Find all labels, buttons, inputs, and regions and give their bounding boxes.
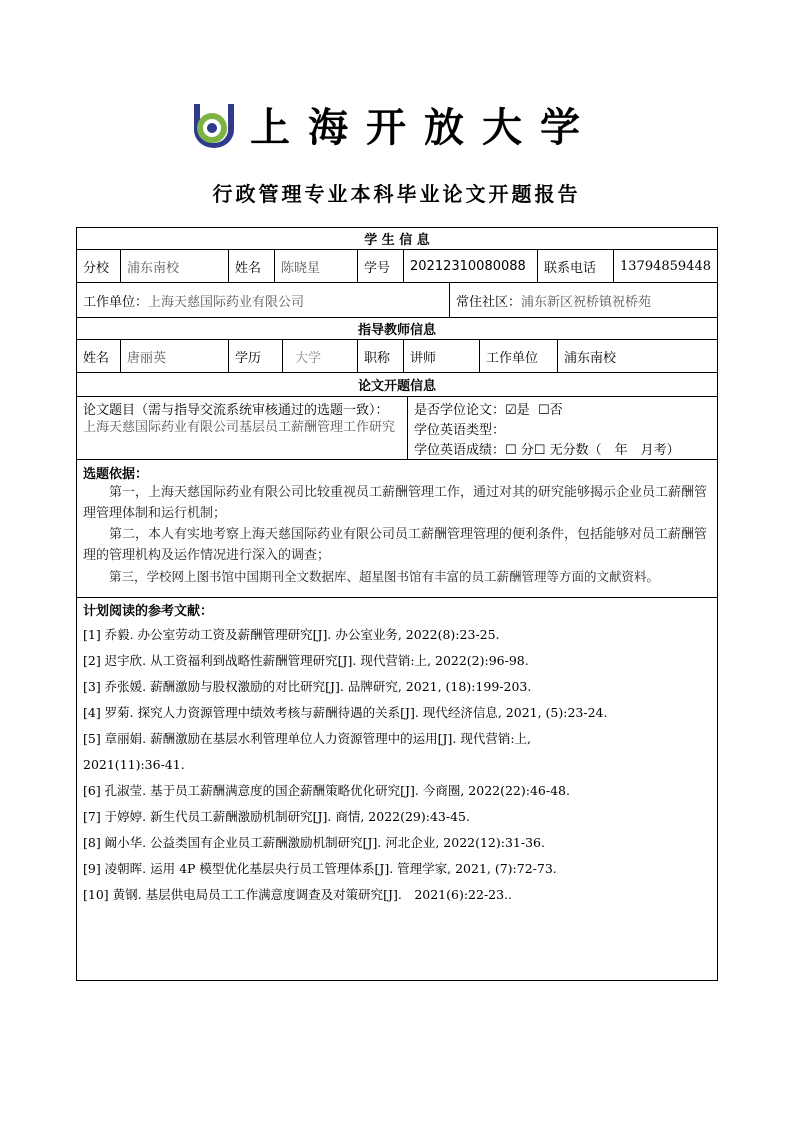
school-label: 分校 bbox=[77, 250, 121, 282]
degree-no-checkbox[interactable]: ☐否 bbox=[537, 403, 563, 418]
reference-item: [8] 阚小华. 公益类国有企业员工薪酬激励机制研究[J]. 河北企业, 2022(12):31-36. bbox=[83, 835, 545, 850]
phone-value: 13794859448 bbox=[620, 258, 711, 274]
university-logo-icon bbox=[188, 100, 240, 148]
reference-item: [9] 凌朝晖. 运用 4P 模型优化基层央行员工管理体系[J]. 管理学家, 2021, (7):72-73. bbox=[83, 861, 557, 876]
student-name: 陈晓星 bbox=[275, 250, 358, 282]
topic-label: 论文题目（需与指导交流系统审核通过的选题一致）： bbox=[83, 403, 389, 418]
id-label: 学号 bbox=[358, 250, 404, 282]
degree-label: 是否学位论文： bbox=[414, 403, 506, 418]
education-label: 学历 bbox=[229, 340, 283, 372]
basis-paragraph-3: 第三，学校网上图书馆中国期刊全文数据库、超星图书馆有丰富的员工薪酬管理等方面的文献资料。 bbox=[109, 569, 660, 584]
basis-row bbox=[77, 460, 717, 598]
community-cell bbox=[450, 283, 717, 317]
community-label: 常住社区： bbox=[456, 294, 522, 310]
reference-item: [6] 孔淑莹. 基于员工薪酬满意度的国企薪酬策略优化研究[J]. 今商圈, 2022(22):46-48. bbox=[83, 783, 570, 798]
references-list bbox=[83, 602, 711, 908]
degree-line bbox=[414, 399, 563, 418]
advisor-row bbox=[77, 340, 717, 373]
reference-item: [1] 乔毅. 办公室劳动工资及薪酬管理研究[J]. 办公室业务, 2022(8):23-25. bbox=[83, 627, 500, 642]
advisor-unit-value: 浦东南校 bbox=[564, 350, 617, 366]
reference-item: [7] 于婷婷. 新生代员工薪酬激励机制研究[J]. 商情, 2022(29):43-45. bbox=[83, 809, 470, 824]
reference-item: [3] 乔张媛. 薪酬激励与股权激励的对比研究[J]. 品牌研究, 2021, (18):199-203. bbox=[83, 679, 532, 694]
work-value: 上海天慈国际药业有限公司 bbox=[148, 294, 305, 310]
student-row bbox=[77, 250, 717, 283]
phone-label: 联系电话 bbox=[538, 250, 614, 282]
topic-value: 上海天慈国际药业有限公司基层员工薪酬管理工作研究 bbox=[83, 420, 396, 435]
degree-cell bbox=[408, 397, 717, 459]
work-cell bbox=[77, 283, 450, 317]
name-label: 姓名 bbox=[229, 250, 275, 282]
basis-label: 选题依据： bbox=[83, 467, 149, 482]
student-info-header: 学 生 信 息 bbox=[77, 228, 717, 250]
student-id: 20212310080088 bbox=[404, 250, 538, 282]
advisor-name: 唐丽英 bbox=[121, 340, 229, 372]
reference-item: [2] 迟宇欣. 从工资福利到战略性薪酬管理研究[J]. 现代营销:上, 2022(2):96-98. bbox=[83, 653, 529, 668]
school-value: 浦东南校 bbox=[121, 250, 229, 282]
english-type-label: 学位英语类型： bbox=[414, 423, 506, 438]
basis-paragraph-1: 第一，上海天慈国际药业有限公司比较重视员工薪酬管理工作，通过对其的研究能够揭示企业员工薪酬管理管理体制和运行机制； bbox=[83, 485, 708, 521]
document-title: 行政管理专业本科毕业论文开题报告 bbox=[212, 182, 581, 206]
education-value: 大学 bbox=[283, 340, 358, 372]
report-table bbox=[76, 227, 718, 981]
thesis-info-header: 论文开题信息 bbox=[77, 373, 717, 397]
basis-paragraph-2: 第二，本人有实地考察上海天慈国际药业有限公司员工薪酬管理管理的便利条件，包括能够对员工薪酬管理的管理机构及运作情况进行深入的调查； bbox=[83, 527, 708, 563]
reference-item: 2021(11):36-41. bbox=[83, 757, 185, 772]
thesis-row bbox=[77, 397, 717, 460]
english-score-label: 学位英语成绩：☐ 分☐ 无分数（ 年 月考） bbox=[414, 443, 680, 458]
job-title-label: 职称 bbox=[358, 340, 404, 372]
reference-item: [10] 黄钢. 基层供电局员工工作满意度调查及对策研究[J]. 2021(6):22-23.. bbox=[83, 887, 513, 902]
advisor-unit-label: 工作单位 bbox=[480, 340, 558, 372]
references-label: 计划阅读的参考文献： bbox=[83, 604, 214, 619]
references-section bbox=[77, 598, 717, 980]
reference-item: [4] 罗菊. 探究人力资源管理中绩效考核与薪酬待遇的关系[J]. 现代经济信息, 2021, (5):23-24. bbox=[83, 705, 608, 720]
advisor-name-label: 姓名 bbox=[77, 340, 121, 372]
student-work-row bbox=[77, 283, 717, 318]
work-label: 工作单位： bbox=[83, 294, 149, 310]
topic-cell bbox=[77, 397, 408, 459]
degree-yes-checkbox[interactable]: ☑是 bbox=[505, 403, 530, 418]
job-title-value: 讲师 bbox=[404, 340, 480, 372]
university-name: 上海开放大学 bbox=[250, 104, 598, 151]
reference-item: [5] 章丽娟. 薪酬激励在基层水利管理单位人力资源管理中的运用[J]. 现代营销:上, bbox=[83, 731, 532, 746]
community-value: 浦东新区祝桥镇祝桥苑 bbox=[521, 294, 652, 310]
advisor-info-header: 指导教师信息 bbox=[77, 318, 717, 340]
